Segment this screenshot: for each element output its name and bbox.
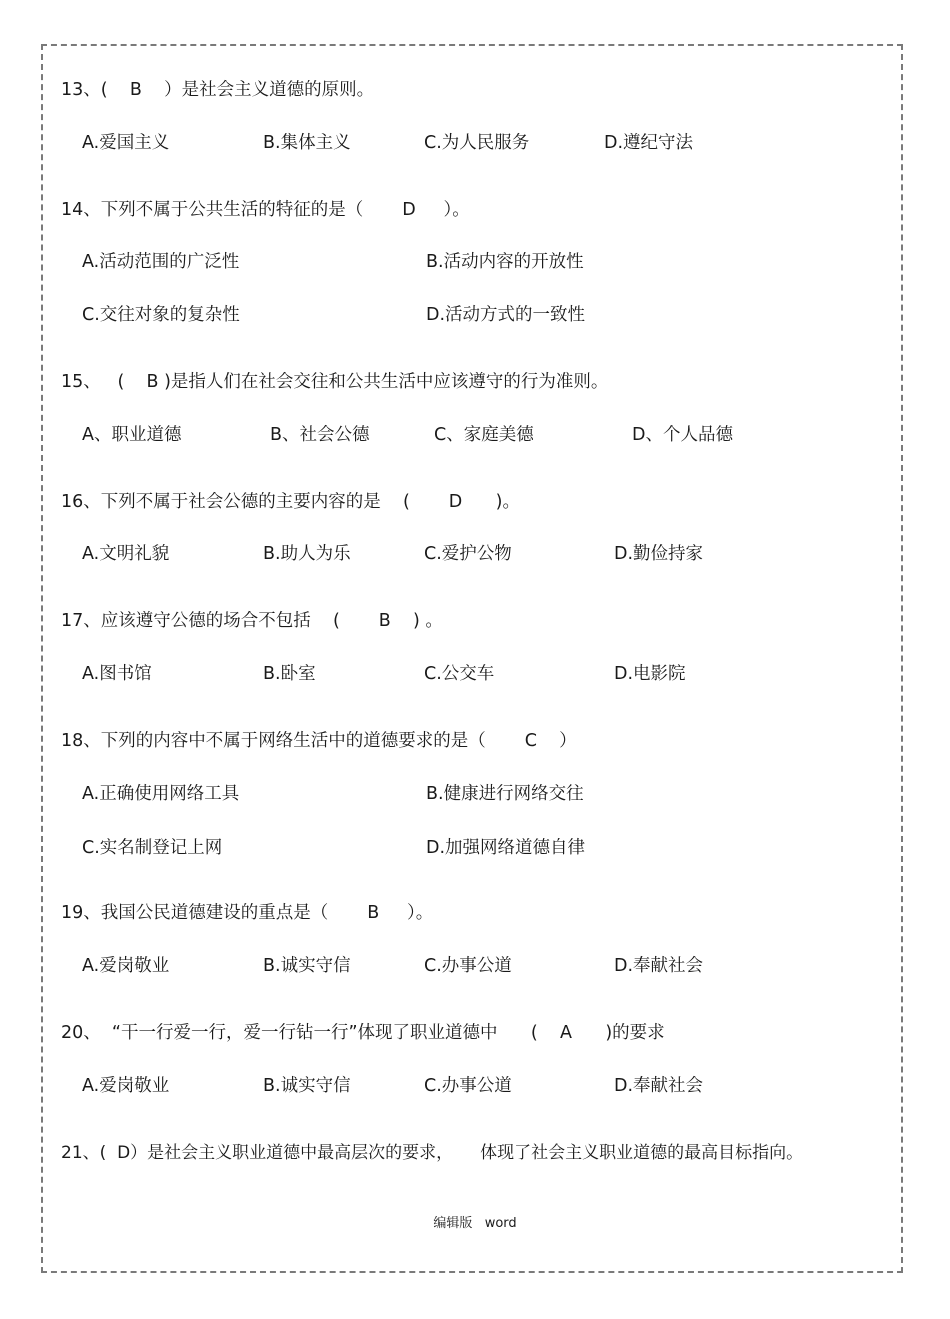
question-20-option-c: C.办事公道 [424, 1076, 512, 1096]
question-20-stem: 20、 “干一行爱一行，爱一行钻一行”体现了职业道德中 ( A )的要求 [61, 1023, 665, 1043]
question-13-option-a: A.爱国主义 [82, 133, 170, 153]
question-15-option-a: A、职业道德 [82, 425, 182, 445]
question-13-option-b: B.集体主义 [263, 133, 351, 153]
question-20-option-a: A.爱岗敬业 [82, 1076, 170, 1096]
question-18-stem: 18、下列的内容中不属于网络生活中的道德要求的是（ C ） [61, 731, 577, 751]
question-19-option-c: C.办事公道 [424, 956, 512, 976]
page-footer: 编辑版 word [433, 1216, 517, 1231]
question-15-option-b: B、社会公德 [270, 425, 370, 445]
question-14-stem: 14、下列不属于公共生活的特征的是（ D ）。 [61, 200, 470, 220]
question-16-option-d: D.勤俭持家 [614, 544, 704, 564]
question-20-option-b: B.诚实守信 [263, 1076, 351, 1096]
question-19-option-b: B.诚实守信 [263, 956, 351, 976]
question-21-stem: 21、( D）是社会主义职业道德中最高层次的要求， 体现了社会主义职业道德的最高目标指向。 [61, 1143, 804, 1163]
question-13-option-c: C.为人民服务 [424, 133, 530, 153]
question-13-stem: 13、( B ）是社会主义道德的原则。 [61, 80, 375, 100]
question-14-option-b: B.活动内容的开放性 [426, 252, 584, 272]
question-17-option-b: B.卧室 [263, 664, 316, 684]
question-14-option-c: C.交往对象的复杂性 [82, 305, 240, 325]
question-16-stem: 16、下列不属于社会公德的主要内容的是 ( D )。 [61, 492, 520, 512]
question-19-stem: 19、我国公民道德建设的重点是（ B ）。 [61, 903, 434, 923]
question-18-option-a: A.正确使用网络工具 [82, 784, 240, 804]
question-13-option-d: D.遵纪守法 [604, 133, 694, 153]
question-18-option-b: B.健康进行网络交往 [426, 784, 584, 804]
question-18-option-d: D.加强网络道德自律 [426, 838, 586, 858]
question-16-option-c: C.爱护公物 [424, 544, 512, 564]
question-17-option-c: C.公交车 [424, 664, 495, 684]
question-17-option-a: A.图书馆 [82, 664, 152, 684]
question-19-option-d: D.奉献社会 [614, 956, 704, 976]
question-15-stem: 15、 ( B )是指人们在社会交往和公共生活中应该遵守的行为准则。 [61, 372, 609, 392]
question-15-option-c: C、家庭美德 [434, 425, 534, 445]
question-17-option-d: D.电影院 [614, 664, 686, 684]
question-16-option-a: A.文明礼貌 [82, 544, 170, 564]
question-20-option-d: D.奉献社会 [614, 1076, 704, 1096]
question-16-option-b: B.助人为乐 [263, 544, 351, 564]
question-14-option-d: D.活动方式的一致性 [426, 305, 586, 325]
question-15-option-d: D、个人品德 [632, 425, 733, 445]
question-19-option-a: A.爱岗敬业 [82, 956, 170, 976]
question-17-stem: 17、应该遵守公德的场合不包括 ( B ) 。 [61, 611, 443, 631]
question-18-option-c: C.实名制登记上网 [82, 838, 223, 858]
question-14-option-a: A.活动范围的广泛性 [82, 252, 240, 272]
